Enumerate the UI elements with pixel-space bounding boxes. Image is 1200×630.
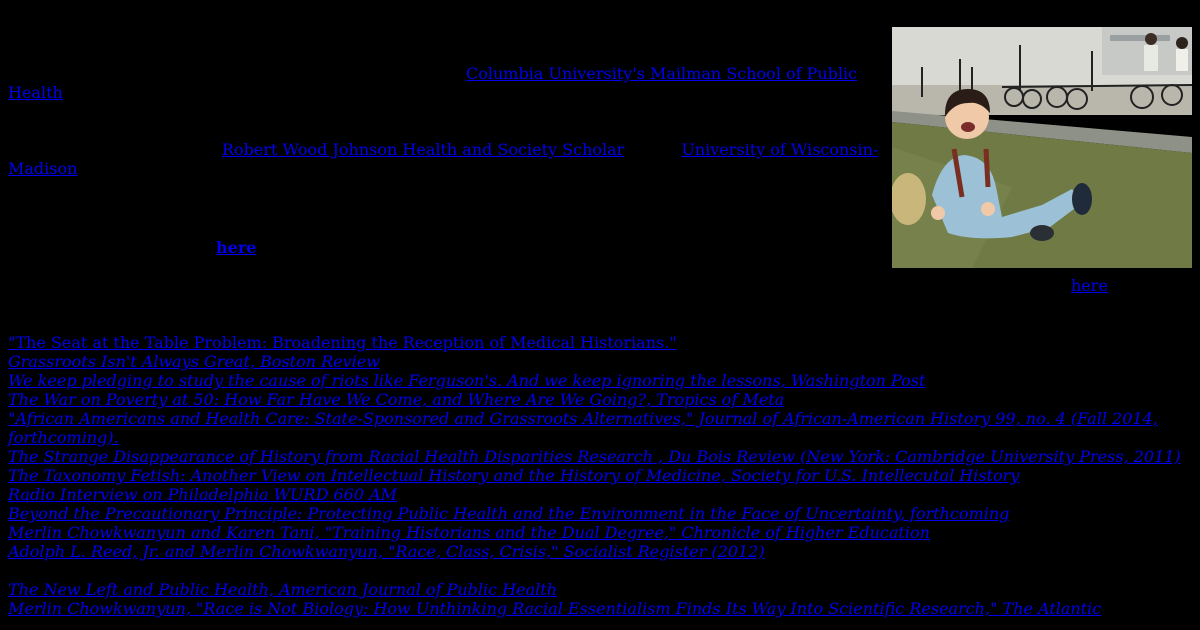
publication-link[interactable]: The Strange Disappearance of History from Racial Health Disparities Research , Du Bois Review (New York: Cambridge University Press, 2011): [8, 447, 1181, 466]
publication-link[interactable]: The Taxonomy Fetish: Another View on Intellectual History and the History of Medicine, Society for U.S. Intellecutal History: [8, 466, 1020, 485]
publications-spacer: [8, 561, 1192, 580]
toddler-photo-art: [892, 27, 1192, 268]
here-link-contact[interactable]: here: [1071, 276, 1108, 295]
here-link-cv[interactable]: here: [216, 238, 257, 257]
publication-link[interactable]: The New Left and Public Health, American Journal of Public Health: [8, 580, 558, 599]
publication-link[interactable]: "The Seat at the Table Problem: Broadening the Reception of Medical Historians.": [8, 333, 677, 352]
publication-link[interactable]: We keep pledging to study the cause of riots like Ferguson's. And we keep ignoring the lessons, Washington Post: [8, 371, 926, 390]
publication-link[interactable]: "African Americans and Health Care: State-Sponsored and Grassroots Alternatives," Journal of African-American History 99, no. 4 (Fall 2014, forthcoming).: [8, 409, 1158, 447]
bio-paragraph-contact: [1071, 276, 1108, 295]
uw-madison-link[interactable]: University of Wisconsin-Madison: [8, 140, 879, 178]
rwj-scholar-link[interactable]: Robert Wood Johnson Health and Society Scholar: [222, 140, 625, 159]
bio-paragraph-cv: [216, 238, 256, 257]
toddler-photo: [892, 27, 1192, 268]
publication-link[interactable]: Merlin Chowkwanyun and Karen Tani, "Training Historians and the Dual Degree," Chronicle of Higher Education: [8, 523, 930, 542]
publication-link[interactable]: Beyond the Precautionary Principle: Protecting Public Health and the Environment in the Face of Uncertainty, forthcoming: [8, 504, 1010, 523]
bio-paragraph-scholar: [8, 140, 880, 178]
publication-link[interactable]: Merlin Chowkwanyun, "Race is Not Biology: How Unthinking Racial Essentialism Finds Its Way Into Scientific Research," The Atlantic: [8, 599, 1102, 618]
columbia-mailman-link[interactable]: Columbia University's Mailman School of Public Health: [8, 64, 858, 102]
publication-link[interactable]: Radio Interview on Philadelphia WURD 660 AM: [8, 485, 398, 504]
publication-link[interactable]: Grassroots Isn't Always Great, Boston Review: [8, 352, 380, 371]
bio-paragraph-school: [8, 64, 878, 102]
publication-link[interactable]: The War on Poverty at 50: How Far Have We Come, and Where Are We Going?, Tropics of Meta: [8, 390, 785, 409]
publications-list: [8, 333, 1192, 618]
publication-link[interactable]: Adolph L. Reed, Jr. and Merlin Chowkwanyun, "Race, Class, Crisis," Socialist Register (2012): [8, 542, 765, 561]
